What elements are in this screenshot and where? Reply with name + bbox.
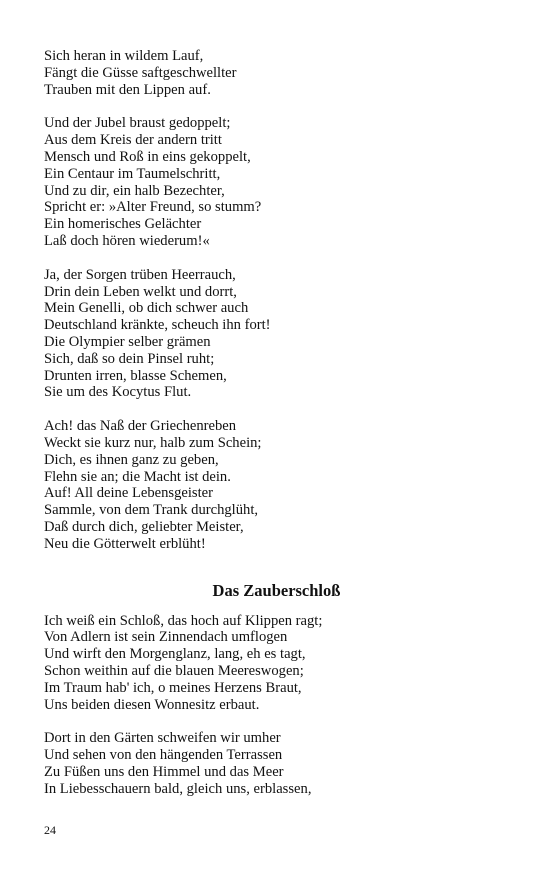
verse-line: Ein Centaur im Taumelschritt, (44, 165, 221, 182)
verse-line: Weckt sie kurz nur, halb zum Schein; (44, 434, 262, 451)
verse-line: Und sehen von den hängenden Terrassen (44, 747, 283, 764)
verse-line: Dich, es ihnen ganz zu geben, (44, 451, 219, 468)
verse-line: Von Adlern ist sein Zinnendach umflogen (44, 629, 288, 646)
verse-line: Mein Genelli, ob dich schwer auch (44, 300, 249, 317)
verse-line: Zu Füßen uns den Himmel und das Meer (44, 763, 284, 780)
verse-line: Im Traum hab' ich, o meines Herzens Braut, (44, 679, 302, 696)
verse-line: Spricht er: »Alter Freund, so stumm? (44, 199, 262, 216)
verse-line: Drin dein Leben welkt und dorrt, (44, 283, 237, 300)
verse-line: Flehn sie an; die Macht ist dein. (44, 468, 231, 485)
stanza (44, 48, 514, 98)
verse-line: Fängt die Güsse saftgeschwellter (44, 64, 237, 81)
verse-line: Auf! All deine Lebensgeister (44, 485, 213, 502)
verse-line: Ja, der Sorgen trüben Heerrauch, (44, 266, 236, 283)
stanza (44, 613, 514, 714)
verse-line: Ein homerisches Gelächter (44, 216, 202, 233)
verse-line: Trauben mit den Lippen auf. (44, 81, 211, 98)
verse-line: Aus dem Kreis der andern tritt (44, 132, 222, 149)
page-text (44, 48, 514, 814)
verse-line: Sie um des Kocytus Flut. (44, 384, 192, 401)
page-number: 24 (44, 823, 56, 837)
verse-line: Und zu dir, ein halb Bezechter, (44, 182, 225, 199)
stanza (44, 418, 514, 552)
verse-line: Sammle, von dem Trank durchglüht, (44, 502, 259, 519)
verse-line: Ach! das Naß der Griechenreben (44, 418, 237, 435)
verse-line: Uns beiden diesen Wonnesitz erbaut. (44, 696, 260, 713)
verse-line: Ich weiß ein Schloß, das hoch auf Klippen ragt; (44, 612, 323, 629)
verse-line: Drunten irren, blasse Schemen, (44, 367, 227, 384)
verse-line: Schon weithin auf die blauen Meereswogen; (44, 662, 304, 679)
stanza (44, 730, 514, 797)
verse-line: Sich heran in wildem Lauf, (44, 48, 204, 64)
verse-line: Neu die Götterwelt erblüht! (44, 535, 206, 552)
poem-continuation (44, 48, 514, 553)
verse-line: Und der Jubel braust gedoppelt; (44, 115, 231, 132)
verse-line: Mensch und Roß in eins gekoppelt, (44, 148, 251, 165)
verse-line: In Liebesschauern bald, gleich uns, erblassen, (44, 780, 312, 797)
verse-line: Die Olympier selber grämen (44, 333, 211, 350)
poem-zauberschloss (44, 613, 514, 798)
stanza (44, 115, 514, 249)
verse-line: Und wirft den Morgenglanz, lang, eh es tagt, (44, 646, 306, 663)
poem-title: Das Zauberschloß (212, 580, 341, 600)
verse-line: Laß doch hören wiederum!« (44, 232, 210, 249)
stanza (44, 267, 514, 401)
verse-line: Sich, daß so dein Pinsel ruht; (44, 350, 215, 367)
verse-line: Dort in den Gärten schweifen wir umher (44, 730, 281, 747)
verse-line: Deutschland kränkte, scheuch ihn fort! (44, 317, 271, 334)
verse-line: Daß durch dich, geliebter Meister, (44, 518, 244, 535)
